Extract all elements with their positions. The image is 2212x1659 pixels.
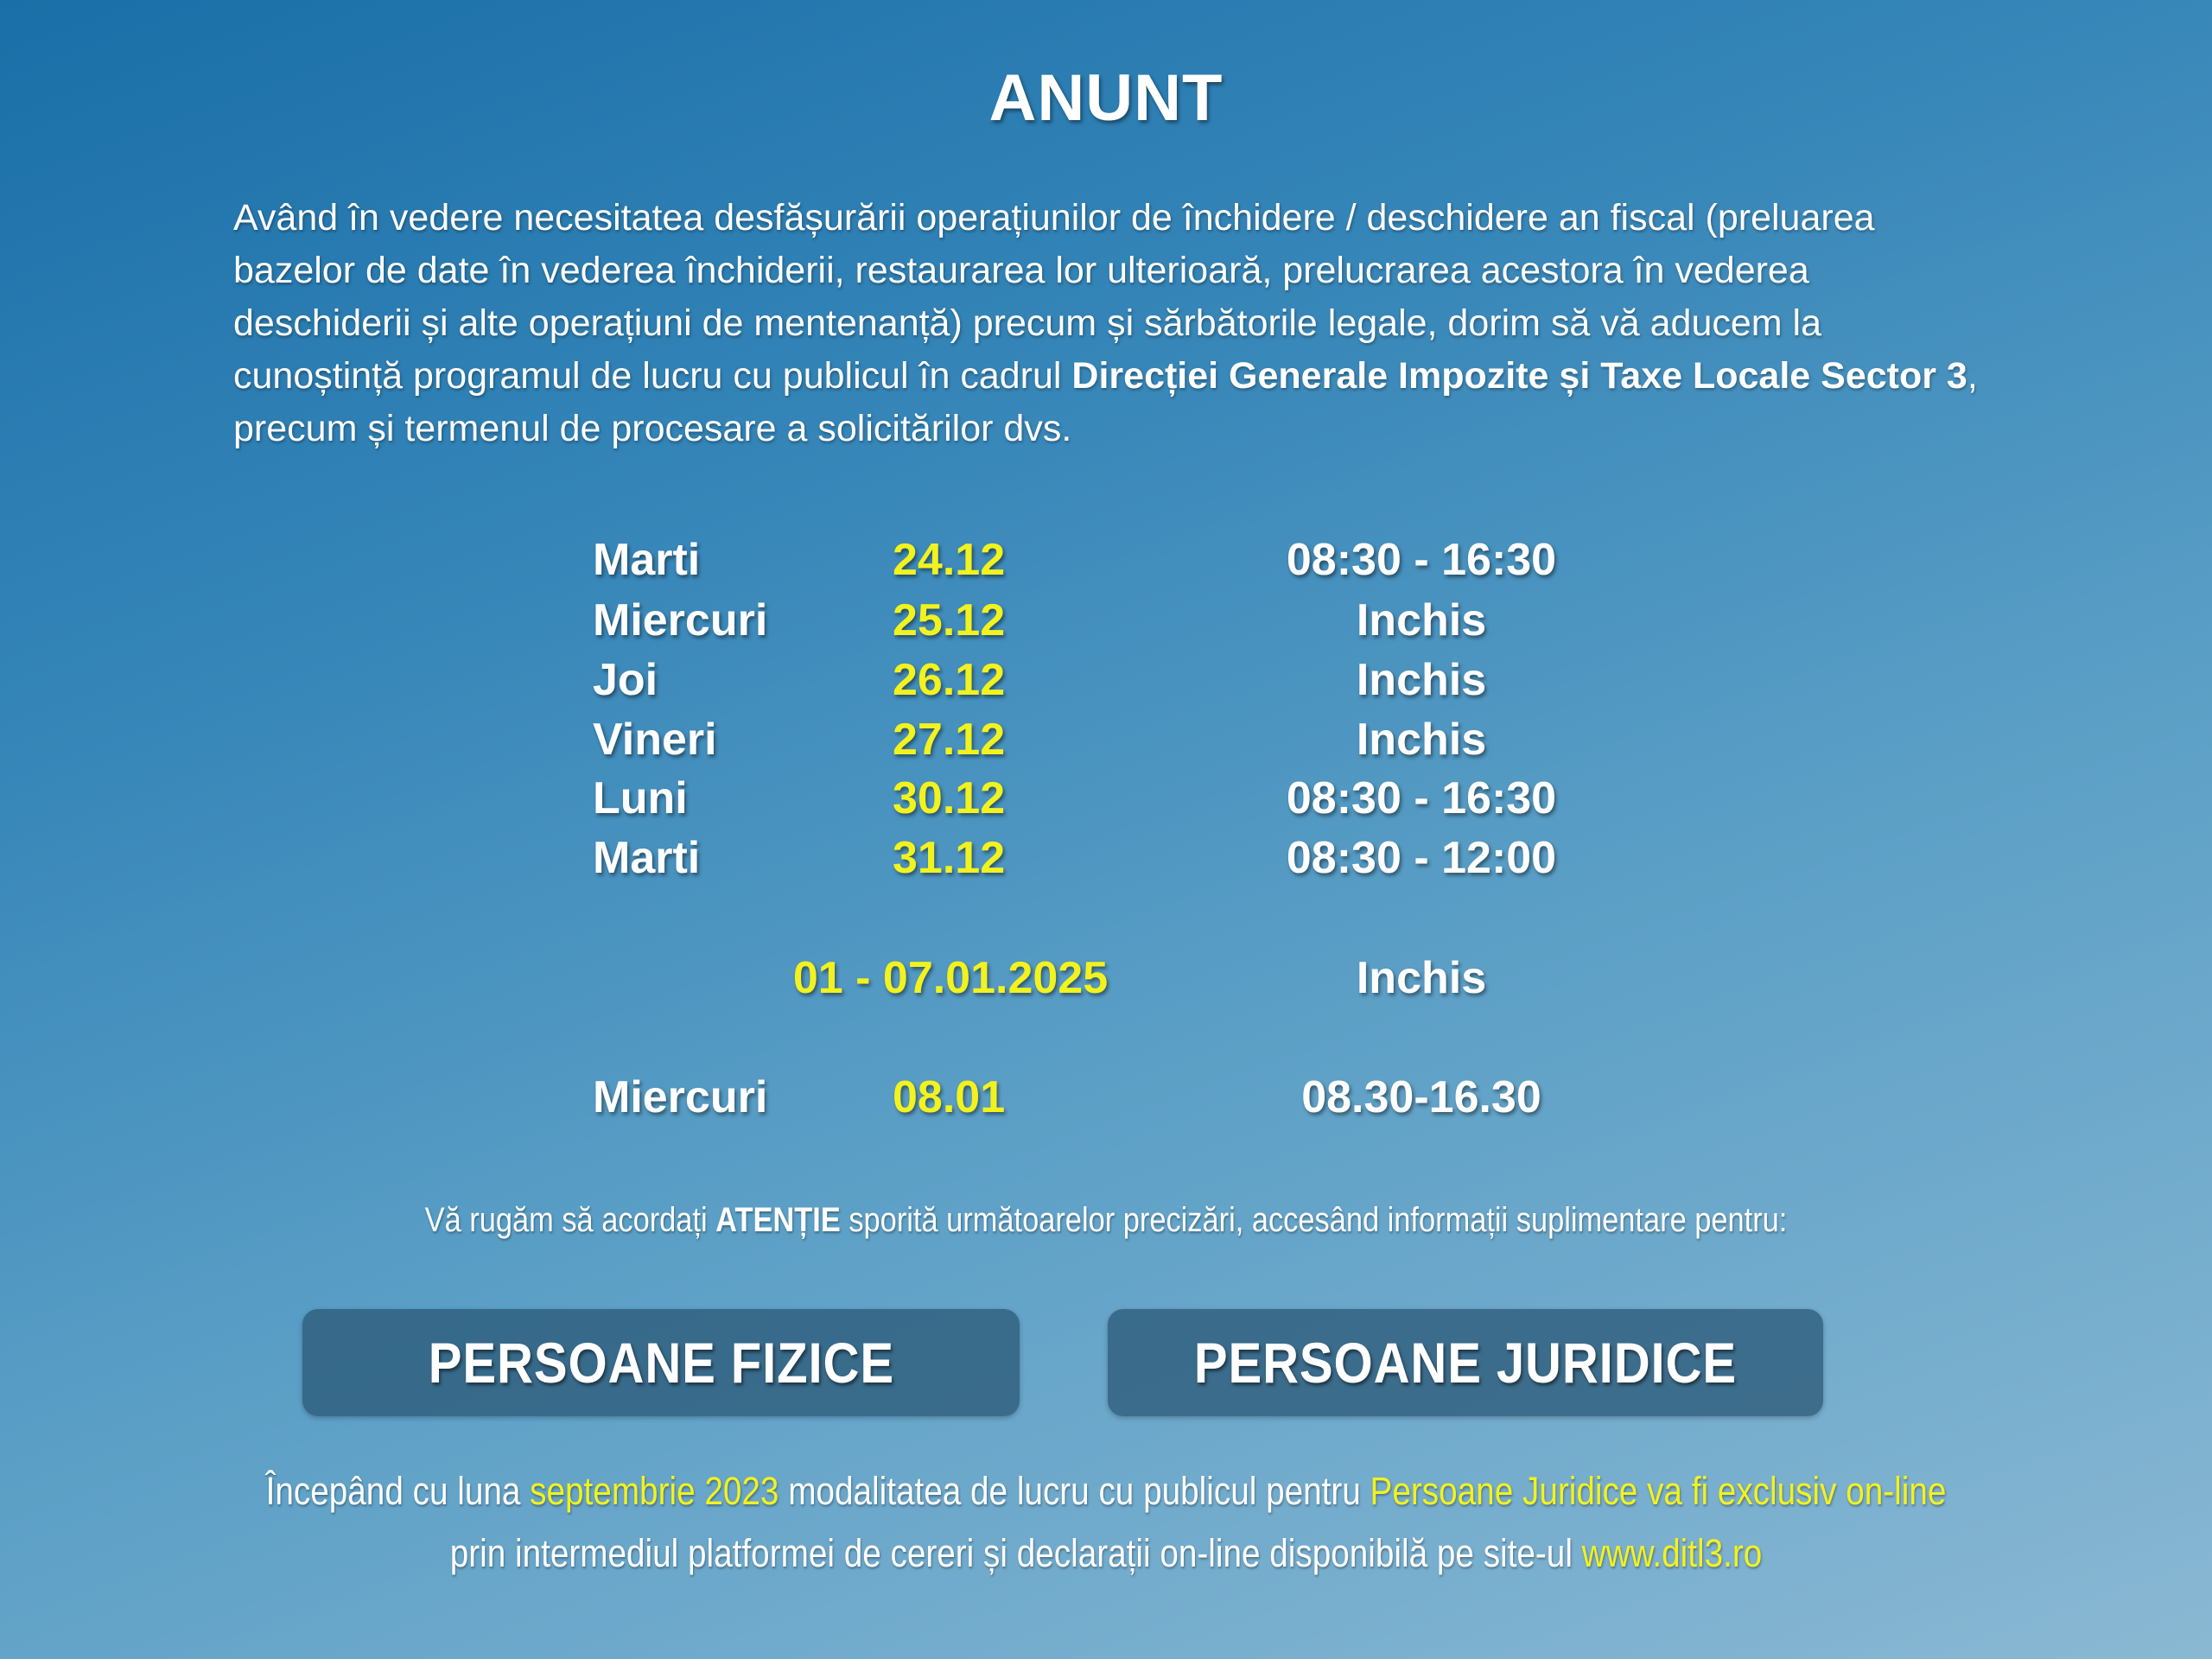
notice-text-after: sporită următoarelor precizări, accesând informații suplimentare pentru:	[840, 1201, 1788, 1239]
footer-text: Începând cu luna	[265, 1469, 531, 1513]
schedule-day: Marti	[593, 833, 701, 883]
schedule-day: Miercuri	[593, 595, 768, 645]
website-link[interactable]: www.ditl3.ro	[1581, 1531, 1763, 1575]
footer-line-2	[155, 1522, 2057, 1585]
schedule-hours: Inchis	[1356, 595, 1487, 645]
persoane-juridice-label: PERSOANE JURIDICE	[1193, 1331, 1738, 1395]
persoane-juridice-button[interactable]	[1108, 1309, 1823, 1416]
schedule-day: Vineri	[593, 715, 717, 765]
footer-note	[0, 1460, 2212, 1585]
schedule-date: 26.12	[893, 655, 1006, 705]
persoane-fizice-label: PERSOANE FIZICE	[428, 1331, 894, 1395]
schedule-day: Miercuri	[593, 1072, 768, 1122]
schedule-date: 24.12	[893, 535, 1006, 585]
schedule-range-date: 01 - 07.01.2025	[792, 953, 1109, 1003]
footer-highlight-online: Persoane Juridice va fi exclusiv on-line	[1370, 1469, 1947, 1513]
intro-text-1: Având în vedere necesitatea desfășurării operațiunilor de închidere / deschidere an fiscal (preluarea bazelor de date în vederea închiderii, restaurarea lor ulterioară, prelucrarea acestora în vederea deschiderii și alte operațiuni de mentenanță) precum și sărbătorile legale, dorim să vă aducem la cunoștință programul de lucru cu publicul în cadrul	[233, 197, 1875, 397]
schedule-date: 25.12	[893, 595, 1006, 645]
intro-paragraph	[233, 192, 1996, 455]
page-title: ANUNT	[988, 61, 1224, 135]
schedule-hours: 08.30-16.30	[1301, 1072, 1541, 1122]
schedule-date: 08.01	[893, 1072, 1006, 1122]
schedule-hours: 08:30 - 12:00	[1286, 833, 1557, 883]
attention-notice	[155, 1194, 2057, 1246]
footer-text: modalitatea de lucru cu publicul pentru	[779, 1469, 1370, 1513]
footer-highlight-date: septembrie 2023	[530, 1469, 779, 1513]
schedule-hours: 08:30 - 16:30	[1286, 535, 1557, 585]
footer-text: prin intermediul platformei de cereri și declarații on-line disponibilă pe site-ul	[449, 1531, 1582, 1575]
schedule-date: 30.12	[893, 773, 1006, 823]
schedule-day: Luni	[593, 773, 688, 823]
schedule-hours: Inchis	[1356, 715, 1487, 765]
schedule-date: 27.12	[893, 715, 1006, 765]
notice-text-before: Vă rugăm să acordați	[424, 1201, 716, 1239]
schedule-range-hours: Inchis	[1356, 953, 1487, 1003]
persoane-fizice-button[interactable]	[302, 1309, 1020, 1416]
schedule-hours: Inchis	[1356, 655, 1487, 705]
schedule-day: Marti	[593, 535, 701, 585]
institution-name: Direcției Generale Impozite și Taxe Locale Sector 3	[1071, 355, 1967, 397]
footer-line-1	[155, 1460, 2057, 1522]
schedule-day: Joi	[593, 655, 658, 705]
notice-attention: ATENȚIE	[715, 1201, 841, 1239]
schedule-date: 31.12	[893, 833, 1006, 883]
schedule-hours: 08:30 - 16:30	[1286, 773, 1557, 823]
intro-text-2: , precum și termenul de procesare a solicitărilor dvs.	[233, 355, 1978, 449]
